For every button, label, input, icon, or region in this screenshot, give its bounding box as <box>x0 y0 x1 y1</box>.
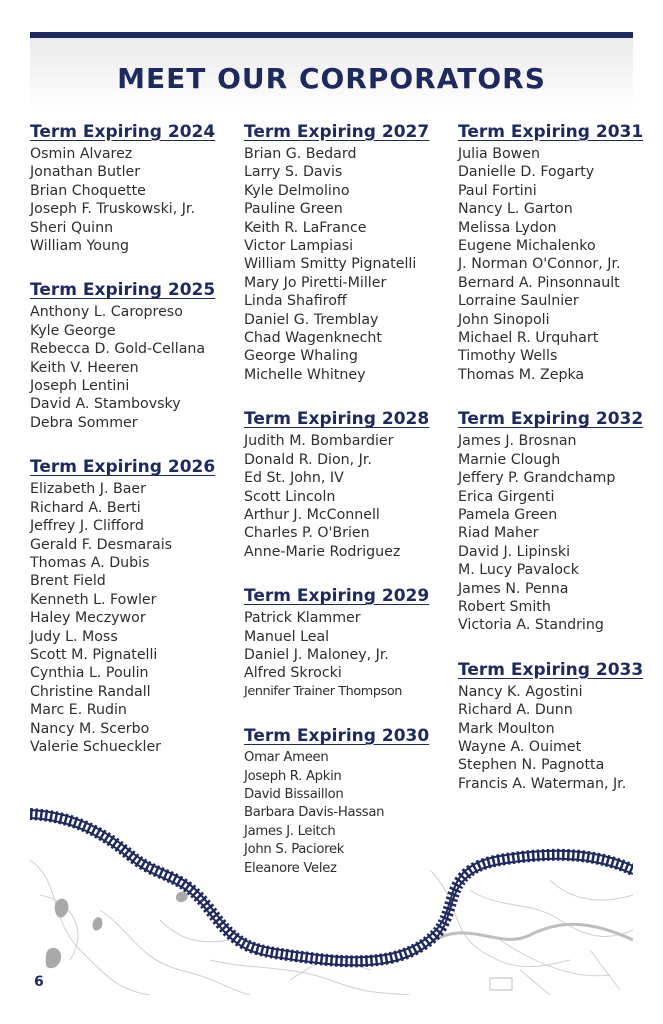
corporator-name: Lorraine Saulnier <box>458 293 579 310</box>
name-list <box>244 609 449 701</box>
corporator-name: Francis A. Waterman, Jr. <box>458 775 627 792</box>
corporator-name: Stephen N. Pagnotta <box>458 757 605 774</box>
corporator-name: Marnie Clough <box>458 451 561 468</box>
corporator-name: Anthony L. Caropreso <box>30 304 183 321</box>
term-heading: Term Expiring 2026 <box>30 457 216 478</box>
corporator-name: David J. Lipinski <box>458 543 571 560</box>
name-list <box>30 145 235 255</box>
corporator-name: Michelle Whitney <box>244 366 366 383</box>
name-list <box>244 432 449 561</box>
corporator-name: David A. Stambovsky <box>30 396 181 413</box>
corporator-name: Thomas A. Dubis <box>30 554 150 571</box>
column-3 <box>458 122 663 818</box>
corporator-name: Bernard A. Pinsonnault <box>458 274 620 291</box>
corporator-name: Daniel G. Tremblay <box>244 311 379 328</box>
term-heading: Term Expiring 2030 <box>244 726 430 747</box>
corporator-name: Timothy Wells <box>458 348 558 365</box>
corporator-name: Barbara Davis-Hassan <box>244 805 385 821</box>
corporator-name: George Whaling <box>244 348 358 365</box>
corporator-name: Sheri Quinn <box>30 219 114 236</box>
term-group <box>30 280 235 432</box>
corporator-name: Ed St. John, IV <box>244 470 344 487</box>
name-list <box>458 683 663 793</box>
corporator-name: James N. Penna <box>458 580 569 597</box>
corporator-name: Donald R. Dion, Jr. <box>244 451 372 468</box>
corporator-name: Richard A. Berti <box>30 499 141 516</box>
corporator-name: Patrick Klammer <box>244 610 361 627</box>
corporator-name: Kyle George <box>30 322 116 339</box>
term-group <box>30 457 235 756</box>
corporator-name: Scott M. Pignatelli <box>30 646 158 663</box>
corporator-name: James J. Leitch <box>244 823 336 839</box>
term-group <box>244 586 449 701</box>
corporator-name: Melissa Lydon <box>458 219 557 236</box>
term-group <box>244 122 449 384</box>
term-heading: Term Expiring 2024 <box>30 122 216 142</box>
corporator-name: Mark Moulton <box>458 720 555 737</box>
corporator-name: Michael R. Urquhart <box>458 330 599 347</box>
name-list <box>244 145 449 384</box>
term-group <box>30 122 235 255</box>
corporator-name: Kyle Delmolino <box>244 182 350 199</box>
corporator-name: Joseph Lentini <box>30 378 130 395</box>
term-heading: Term Expiring 2028 <box>244 409 430 430</box>
corporator-name: Brian G. Bedard <box>244 146 357 162</box>
corporator-name: Eleanore Velez <box>244 860 337 876</box>
corporator-name: Kenneth L. Fowler <box>30 591 157 608</box>
corporator-name: Omar Ameen <box>244 750 329 766</box>
corporator-name: Danielle D. Fogarty <box>458 164 595 181</box>
name-list <box>458 432 663 634</box>
corporator-name: Riad Maher <box>458 525 539 542</box>
corporator-name: Eugene Michalenko <box>458 238 596 255</box>
corporator-name: Chad Wagenknecht <box>244 330 382 347</box>
corporator-name: J. Norman O'Connor, Jr. <box>458 256 621 273</box>
railroad-map-illustration <box>30 800 633 995</box>
corporator-name: Valerie Schueckler <box>30 738 162 755</box>
term-heading: Term Expiring 2032 <box>458 409 644 430</box>
corporator-name: Jonathan Butler <box>30 164 141 181</box>
corporator-name: Joseph R. Apkin <box>244 768 342 784</box>
corporator-name: Manuel Leal <box>244 628 330 645</box>
corporator-name: William Young <box>30 238 129 255</box>
column-2 <box>244 122 449 903</box>
corporator-name: James J. Brosnan <box>458 433 577 450</box>
term-heading: Term Expiring 2025 <box>30 280 216 301</box>
corporator-name: Anne-Marie Rodriguez <box>244 543 401 560</box>
corporator-name: Nancy K. Agostini <box>458 683 583 700</box>
corporator-name: Pamela Green <box>458 506 558 523</box>
corporator-name: Marc E. Rudin <box>30 702 127 719</box>
corporator-name: Erica Girgenti <box>458 488 555 505</box>
corporator-name: Haley Meczywor <box>30 610 146 627</box>
corporator-name: Scott Lincoln <box>244 488 336 505</box>
corporator-name: Robert Smith <box>458 598 551 615</box>
corporator-name: Judith M. Bombardier <box>244 433 394 450</box>
lakes <box>46 892 188 969</box>
term-heading: Term Expiring 2027 <box>244 122 430 142</box>
map-background-lines <box>30 860 633 995</box>
corporator-name: Linda Shafiroff <box>244 293 347 310</box>
corporator-name: Paul Fortini <box>458 182 537 199</box>
page-title: MEET OUR CORPORATORS <box>117 62 546 95</box>
corporator-name: Nancy M. Scerbo <box>30 720 150 737</box>
corporator-name: Brent Field <box>30 573 106 590</box>
corporator-name: Judy L. Moss <box>30 628 118 645</box>
corporator-name: Nancy L. Garton <box>458 201 573 218</box>
corporator-name: Osmin Alvarez <box>30 146 133 162</box>
corporator-name: Rebecca D. Gold-Cellana <box>30 341 206 358</box>
corporator-name: Keith R. LaFrance <box>244 219 367 236</box>
corporator-name: John Sinopoli <box>458 311 550 328</box>
corporator-name: Brian Choquette <box>30 182 146 199</box>
corporator-name: Keith V. Heeren <box>30 359 139 376</box>
corporator-name: Alfred Skrocki <box>244 665 342 682</box>
name-list <box>30 480 235 756</box>
corporator-name: M. Lucy Pavalock <box>458 562 579 579</box>
corporator-name: Larry S. Davis <box>244 164 343 181</box>
term-group <box>458 122 663 384</box>
term-heading: Term Expiring 2029 <box>244 586 430 607</box>
page-number: 6 <box>34 974 44 990</box>
term-group <box>458 409 663 634</box>
corporator-name: Wayne A. Ouimet <box>458 738 582 755</box>
corporator-name: Cynthia L. Poulin <box>30 665 149 682</box>
corporator-name: Daniel J. Maloney, Jr. <box>244 646 389 663</box>
corporator-name: Victoria A. Standring <box>458 617 604 634</box>
corporator-name: Jennifer Trainer Thompson <box>244 683 402 699</box>
railroad-track <box>30 810 633 965</box>
corporator-name: Gerald F. Desmarais <box>30 536 173 553</box>
corporator-name: Charles P. O'Brien <box>244 525 370 542</box>
corporator-name: Jeffrey J. Clifford <box>30 518 144 535</box>
corporator-name: Jeffery P. Grandchamp <box>458 470 616 487</box>
term-heading: Term Expiring 2033 <box>458 659 644 680</box>
corporator-name: Joseph F. Truskowski, Jr. <box>30 201 195 218</box>
corporator-name: Mary Jo Piretti-Miller <box>244 274 387 291</box>
corporator-name: Christine Randall <box>30 683 151 700</box>
corporator-name: Debra Sommer <box>30 414 138 431</box>
name-list <box>458 145 663 384</box>
corporator-name: David Bissaillon <box>244 786 344 802</box>
corporator-name: William Smitty Pignatelli <box>244 256 417 273</box>
corporator-name: Julia Bowen <box>458 146 541 162</box>
name-list <box>30 303 235 432</box>
map-building <box>490 978 512 990</box>
corporator-name: Victor Lampiasi <box>244 238 354 255</box>
corporator-name: Pauline Green <box>244 201 343 218</box>
corporator-name: Elizabeth J. Baer <box>30 481 146 498</box>
term-group <box>458 660 663 793</box>
term-heading: Term Expiring 2031 <box>458 122 644 142</box>
term-group <box>244 409 449 561</box>
corporator-name: Richard A. Dunn <box>458 702 573 719</box>
corporator-name: John S. Paciorek <box>244 842 345 858</box>
column-1 <box>30 122 235 781</box>
corporator-name: Arthur J. McConnell <box>244 506 380 523</box>
river <box>435 924 633 940</box>
corporator-name: Thomas M. Zepka <box>458 366 585 383</box>
